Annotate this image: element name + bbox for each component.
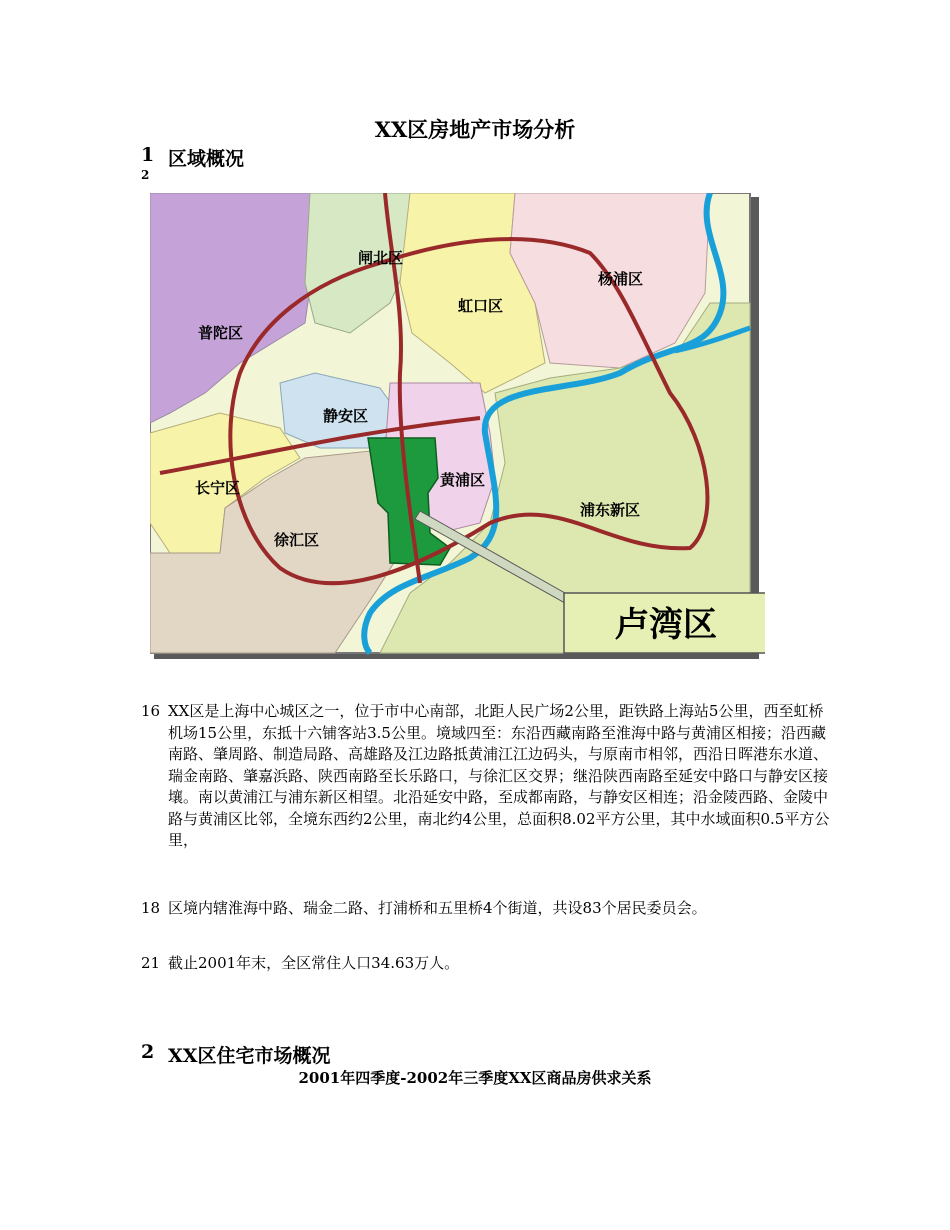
district-map [150,193,765,693]
paragraph-21 [141,953,831,975]
section-2-title: XX区住宅市场概况 [168,1045,331,1067]
paragraph-18 [141,898,831,920]
document-title: XX区房地产市场分析 [374,117,576,142]
map-label-hongkou: 虹口区 [458,297,504,315]
section-2-number: 2 [141,1041,155,1063]
map-label-zhabei: 闸北区 [358,249,404,267]
paragraph-16 [141,701,831,852]
map-label-jingan: 静安区 [323,407,369,425]
map-label-xuhui: 徐汇区 [274,531,320,549]
map-label-putuo: 普陀区 [198,324,244,342]
paragraph-text: 区境内辖淮海中路、瑞金二路、打浦桥和五里桥4个街道，共设83个居民委员会。 [168,899,707,917]
map-label-yangpu: 杨浦区 [598,270,644,288]
paragraph-number: 16 [141,702,161,720]
section-1-number: 1 [141,144,155,166]
section-1-title: 区域概况 [168,148,245,170]
map-label-changning: 长宁区 [195,479,241,497]
paragraph-text: XX区是上海中心城区之一，位于市中心南部，北距人民广场2公里，距铁路上海站5公里，西至虹桥机场15公里，东抵十六铺客站3.5公里。境域四至：东沿西藏南路至淮海中路与黄浦区相接；沿西藏南路、肇周路、制造局路、高雄路及江边路抵黄浦江江边码头，与原南市相邻，西沿日晖港东水道、瑞金南路、肇嘉浜路、陕西南路至长乐路口，与徐汇区交界；继沿陕西南路至延安中路口与静安区接壤。南以黄浦江与浦东新区相望。北沿延安中路，至成都南路，与静安区相连；沿金陵西路、金陵中路与黄浦区比邻，全境东西约2公里，南北约4公里，总面积8.02平方公里，其中水域面积0.5平方公里， [168,702,830,849]
chart-title: 2001年四季度-2002年三季度XX区商品房供求关系 [298,1069,652,1087]
figure-number: 2 [141,168,150,182]
paragraph-number: 18 [141,899,161,917]
map-label-pudong: 浦东新区 [580,501,641,519]
map-label-huangpu: 黄浦区 [440,471,486,489]
paragraph-text: 截止2001年末，全区常住人口34.63万人。 [168,954,460,972]
paragraph-number: 21 [141,954,161,972]
map-label-luwan: 卢湾区 [615,605,717,645]
